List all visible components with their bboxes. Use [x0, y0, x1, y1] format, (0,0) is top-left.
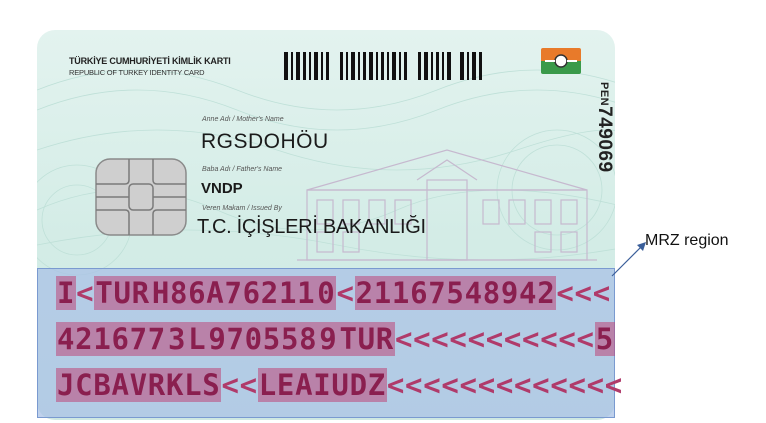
mrz-line-2: [56, 321, 615, 357]
mrz-field-highlight: 21167548942: [355, 276, 556, 310]
mrz-line-1: [56, 275, 611, 311]
mrz-filler: <: [76, 276, 95, 310]
barcode: [284, 52, 484, 80]
serial-digits: 749069: [594, 106, 615, 173]
mrz-filler: <<<<<<<<<<<: [394, 322, 595, 356]
mother-name-value: RGSDOHÖU: [201, 130, 329, 153]
mrz-field-highlight: TUR: [95, 276, 150, 310]
mrz-region-label: MRZ region: [645, 232, 729, 249]
mrz-filler: <: [336, 276, 355, 310]
chip-icon: [95, 158, 187, 236]
issuer-label: Veren Makam / Issued By: [202, 205, 282, 212]
card-title-turkish: TÜRKİYE CUMHURİYETİ KİMLİK KARTI: [69, 56, 231, 66]
mrz-field-highlight: I: [57, 276, 76, 310]
mrz-field-highlight: 5: [595, 322, 614, 356]
mrz-field-highlight: H86A76211: [151, 276, 316, 310]
mrz-field-highlight: 3: [167, 322, 187, 356]
mrz-field-highlight: L: [188, 322, 207, 356]
father-name-value: VNDP: [201, 180, 243, 197]
mrz-filler: <<: [221, 368, 258, 402]
mrz-field-highlight: JCBAVRKLS: [57, 368, 221, 402]
serial-prefix: PEN: [598, 82, 610, 107]
annotation-arrow-icon: [610, 238, 650, 278]
card-title-english: REPUBLIC OF TURKEY IDENTITY CARD: [69, 68, 205, 77]
father-name-label: Baba Adı / Father's Name: [202, 166, 283, 173]
mrz-field-highlight: 421677: [57, 322, 166, 356]
issuer-value: T.C. İÇİŞLERİ BAKANLIĞI: [197, 216, 426, 238]
palace-illustration: [287, 120, 607, 280]
mrz-filler: <<<: [556, 276, 611, 310]
mrz-field-highlight: LEAIUDZ: [258, 368, 386, 402]
mrz-field-highlight: 970558: [208, 322, 318, 356]
mother-name-label: Anne Adı / Mother's Name: [202, 116, 284, 123]
mrz-region: [37, 268, 623, 418]
hologram-logo-icon: [541, 48, 581, 74]
mrz-field-highlight: 0: [317, 276, 336, 310]
mrz-filler: <<<<<<<<<<<<<: [386, 368, 623, 402]
mrz-line-3: [56, 367, 623, 403]
mrz-field-highlight: TUR: [339, 322, 394, 356]
mrz-field-highlight: 9: [319, 322, 338, 356]
